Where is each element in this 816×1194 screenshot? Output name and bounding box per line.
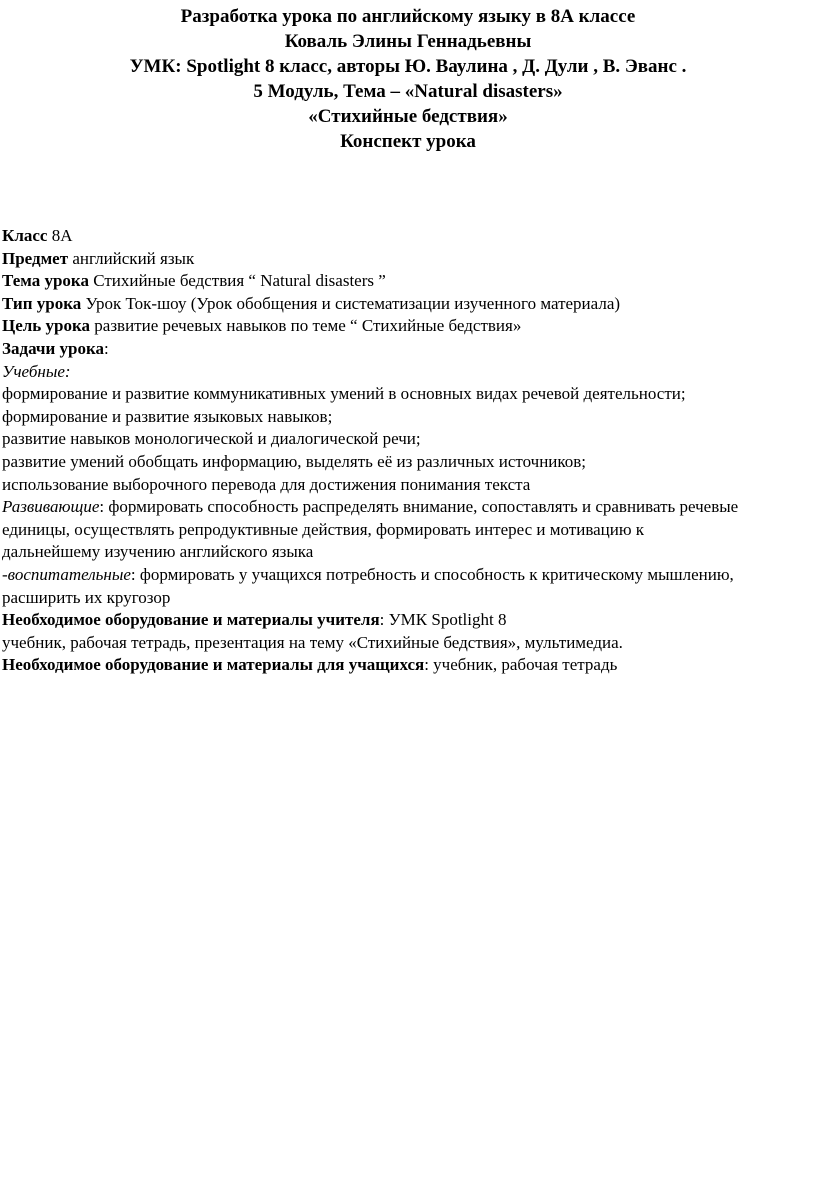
subject-line	[2, 248, 812, 271]
teacher-equipment-value: : УМК Spotlight 8	[379, 610, 507, 630]
header-author: Коваль Элины Геннадьевны	[284, 31, 532, 52]
tasks-label: Задачи урока	[2, 338, 105, 358]
tasks-colon: :	[104, 338, 109, 358]
type-label: Тип урока	[2, 293, 82, 313]
educational-item: развитие навыков монологической и диалогической речи;	[2, 429, 421, 449]
goal-value: развитие речевых навыков по теме “ Стихийные бедствия»	[90, 316, 522, 336]
upbringing-label: -воспитательные	[2, 564, 131, 584]
header-topic: «Стихийные бедствия»	[308, 106, 508, 127]
educational-label: Учебные:	[2, 361, 71, 381]
teacher-equipment-label: Необходимое оборудование и материалы учителя	[2, 610, 380, 630]
topic-value: Стихийные бедствия “ Natural disasters ”	[88, 271, 386, 291]
students-equipment-value: : учебник, рабочая тетрадь	[424, 655, 618, 675]
header-textbook: УМК: Spotlight 8 класс, авторы Ю. Ваулина , Д. Дули , В. Эванс .	[129, 56, 687, 77]
students-equipment-line	[2, 654, 812, 677]
developing-label: Развивающие	[2, 497, 100, 517]
goal-label: Цель урока	[2, 316, 91, 336]
header-subtitle: Конспект урока	[340, 131, 476, 152]
goal-line	[2, 315, 812, 338]
developing-line-2: единицы, осуществлять репродуктивные действия, формировать интерес и мотивацию к	[2, 519, 645, 539]
teacher-equipment-line	[2, 609, 812, 632]
type-line	[2, 293, 812, 316]
tasks-line	[2, 338, 812, 361]
header-module: 5 Модуль, Тема – «Natural disasters»	[253, 81, 563, 102]
educational-item: формирование и развитие коммуникативных умений в основных видах речевой деятельности;	[2, 384, 686, 404]
document-body	[2, 225, 812, 677]
class-line	[2, 225, 812, 248]
students-equipment-label: Необходимое оборудование и материалы для учащихся	[2, 655, 425, 675]
upbringing-line-2: расширить их кругозор	[2, 587, 171, 607]
type-value: Урок Ток-шоу (Урок обобщения и систематизации изученного материала)	[81, 293, 621, 313]
upbringing-line	[2, 564, 812, 587]
educational-item: использование выборочного перевода для достижения понимания текста	[2, 474, 531, 494]
upbringing-text: : формировать у учащихся потребность и способность к критическому мышлению,	[130, 564, 734, 584]
developing-line	[2, 496, 812, 519]
teacher-equipment-line-2: учебник, рабочая тетрадь, презентация на тему «Стихийные бедствия», мультимедиа.	[2, 632, 623, 652]
class-label: Класс	[2, 226, 48, 245]
subject-label: Предмет	[2, 248, 69, 268]
topic-label: Тема урока	[2, 271, 89, 291]
topic-line	[2, 270, 812, 293]
header-title: Разработка урока по английскому языку в 8А классе	[180, 6, 636, 27]
developing-line-3: дальнейшему изучению английского языка	[2, 542, 314, 562]
document-header	[0, 4, 816, 154]
developing-text: : формировать способность распределять внимание, сопоставлять и сравнивать речевые	[99, 497, 739, 517]
educational-item: формирование и развитие языковых навыков;	[2, 406, 333, 426]
class-value: 8А	[47, 226, 73, 245]
subject-value: английский язык	[68, 248, 195, 268]
educational-item: развитие умений обобщать информацию, выделять её из различных источников;	[2, 451, 587, 471]
